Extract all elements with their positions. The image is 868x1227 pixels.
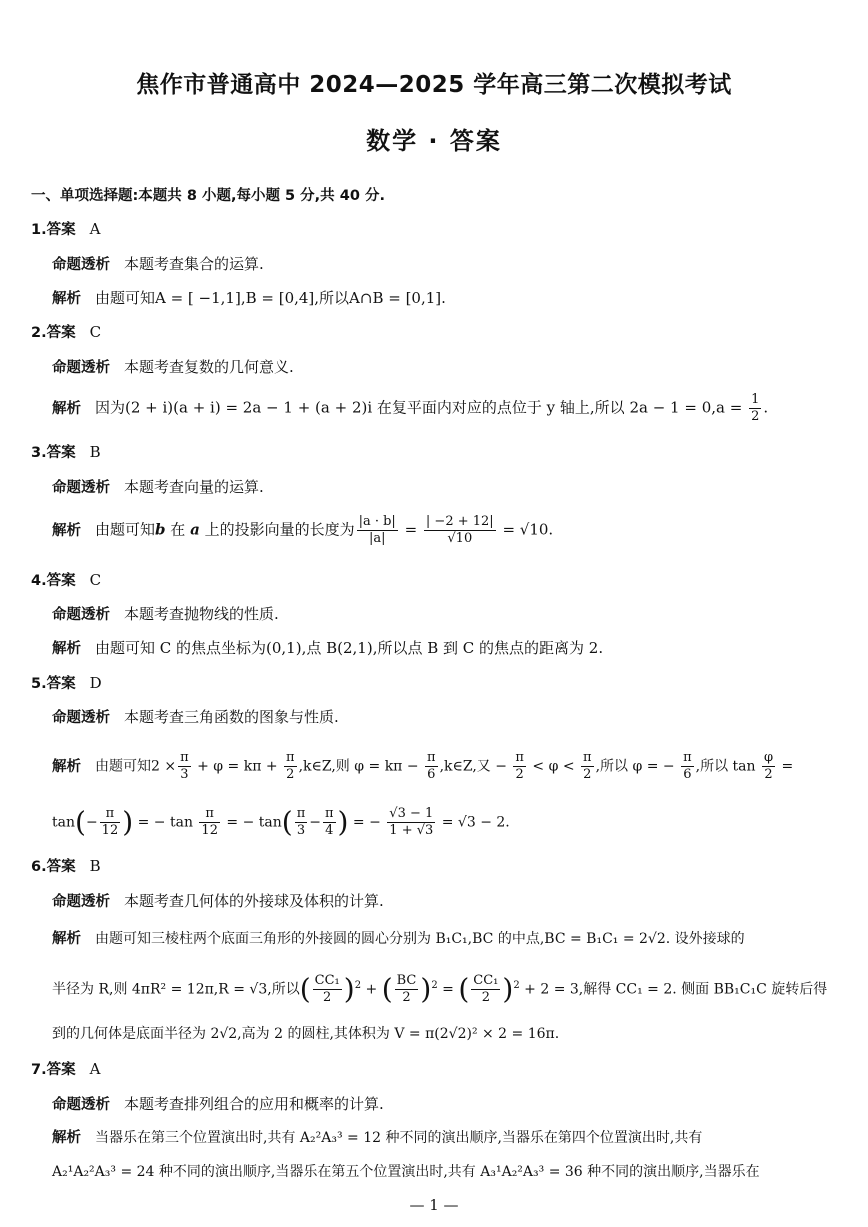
fraction: $\frac{√3 - 1}{1 + √3}$ — [389, 806, 434, 838]
intent-label: 命题透析 — [52, 480, 110, 496]
q4-intent — [52, 604, 279, 625]
q5-analysis: 解析 由题可知2 × $\frac{\pi}{3}$ + φ = kπ + $\frac{\pi}{2}$ ,k∈Z,则 φ = kπ − $\frac{\pi}{6}$ ,k∈Z,又 − $\frac{\pi}{2}$ < φ < $\frac{\pi}{2}$ ,所以 φ = − $\frac{\pi}{6}$ ,所以 tan $\frac{\varphi}{2}$ = — [52, 750, 794, 782]
q4-analysis — [52, 638, 603, 659]
q6-analysis-cont2: 到的几何体是底面半径为 2√2,高为 2 的圆柱,其体积为 V = π(2√2)² × 2 = 16π. — [52, 1026, 560, 1042]
fraction: $\frac{1}{2}$ — [751, 392, 760, 424]
q5-analysis-cont: tan(− $\frac{\pi}{12}$ ) = − tan $\frac{\pi}{12}$ = − tan( $\frac{\pi}{3}$ − $\frac{\pi}{4}$ ) = − $\frac{√3 - 1}{1 + √3}$ = √3 − 2. — [52, 805, 510, 839]
fraction: $\frac{\pi}{4}$ — [325, 806, 334, 838]
fraction: $\frac{\pi}{12}$ — [201, 806, 218, 838]
answer-label: 答案 — [46, 573, 76, 589]
q2-analysis-text: 因为(2 + i)(a + i) = 2a − 1 + (a + 2)i 在复平面内对应的点位于 y 轴上,所以 2a − 1 = 0,a = — [95, 398, 748, 417]
q2-intent — [52, 357, 294, 378]
q1-analysis — [52, 288, 446, 309]
q1-intent — [52, 254, 264, 275]
q1-analysis-text: 由题可知A = [ −1,1],B = [0,4],所以A∩B = [0,1]. — [95, 289, 446, 307]
q4-answer — [31, 570, 101, 591]
fraction: $\frac{\pi}{12}$ — [101, 806, 119, 838]
q4-intent-text: 本题考查抛物线的性质. — [124, 605, 279, 623]
q5-answer — [31, 673, 102, 694]
fraction: $\frac{| -2 + 12|}{√10}$ — [425, 514, 494, 546]
q7-intent — [52, 1094, 384, 1115]
fraction: $\frac{\text{CC₁}}{2}$ — [314, 973, 340, 1005]
page-subtitle: 数学 · 答案 — [366, 127, 502, 155]
q5-choice: D — [89, 674, 102, 692]
section-heading: 一、单项选择题:本题共 8 小题,每小题 5 分,共 40 分. — [31, 188, 385, 204]
intent-label: 命题透析 — [52, 360, 110, 376]
q6-analysis: 解析 由题可知三棱柱两个底面三角形的外接圆的圆心分别为 B₁C₁,BC 的中点,BC = B₁C₁ = 2√2. 设外接球的 — [52, 931, 745, 947]
fraction: $\frac{\pi}{6}$ — [683, 750, 692, 782]
q3-choice: B — [89, 443, 101, 461]
q7-number: 7. — [31, 1062, 47, 1078]
analysis-label: 解析 — [52, 758, 81, 775]
q2-choice: C — [89, 323, 102, 341]
q1-answer — [31, 219, 100, 240]
q7-analysis: 解析 当器乐在第三个位置演出时,共有 A₂²A₃³ = 12 种不同的演出顺序,当器乐在第四个位置演出时,共有 — [52, 1130, 703, 1146]
q4-choice: C — [89, 571, 102, 589]
answer-label: 答案 — [46, 325, 76, 341]
q3-number: 3. — [31, 445, 47, 461]
answer-label: 答案 — [46, 222, 76, 238]
intent-label: 命题透析 — [52, 607, 110, 623]
q7-answer — [31, 1059, 100, 1080]
answer-label: 答案 — [46, 1062, 76, 1078]
fraction: $\frac{\pi}{2}$ — [286, 750, 295, 782]
q1-choice: A — [89, 220, 101, 238]
page-number: — 1 — — [409, 1196, 459, 1214]
q3-intent-text: 本题考查向量的运算. — [124, 478, 264, 496]
analysis-label: 解析 — [52, 400, 81, 417]
q7-analysis-cont: A₂¹A₂²A₃³ = 24 种不同的演出顺序,当器乐在第五个位置演出时,共有 A₃¹A₂²A₃³ = 36 种不同的演出顺序,当器乐在 — [52, 1164, 760, 1180]
q7-choice: A — [89, 1060, 101, 1078]
intent-label: 命题透析 — [52, 710, 110, 726]
fraction: $\frac{\pi}{6}$ — [427, 750, 436, 782]
fraction: $\frac{\text{CC₁}}{2}$ — [473, 973, 499, 1005]
q6-answer — [31, 856, 101, 877]
q2-analysis: 解析 因为(2 + i)(a + i) = 2a − 1 + (a + 2)i 在复平面内对应的点位于 y 轴上,所以 2a − 1 = 0,a = $\frac{1}{2}$ . — [52, 392, 769, 424]
q6-number: 6. — [31, 859, 47, 875]
q2-answer — [31, 322, 101, 343]
intent-label: 命题透析 — [52, 1097, 110, 1113]
fraction: $\frac{\pi}{3}$ — [296, 806, 306, 838]
q2-intent-text: 本题考查复数的几何意义. — [124, 358, 294, 376]
intent-label: 命题透析 — [52, 894, 110, 910]
page-title: 焦作市普通高中 2024—2025 学年高三第二次模拟考试 — [136, 72, 732, 98]
q2-number: 2. — [31, 325, 47, 341]
analysis-label: 解析 — [52, 641, 81, 657]
q5-intent-text: 本题考查三角函数的图象与性质. — [124, 708, 339, 726]
q3-answer — [31, 442, 101, 463]
q6-intent-text: 本题考查几何体的外接球及体积的计算. — [124, 892, 384, 910]
fraction: $\frac{\pi}{2}$ — [583, 750, 592, 782]
answer-label: 答案 — [46, 445, 76, 461]
q6-choice: B — [89, 857, 101, 875]
analysis-label: 解析 — [52, 522, 81, 539]
fraction: $\frac{BC}{2}$ — [396, 973, 417, 1005]
q4-number: 4. — [31, 573, 47, 589]
analysis-label: 解析 — [52, 291, 81, 307]
q1-number: 1. — [31, 222, 47, 238]
analysis-label: 解析 — [52, 931, 81, 947]
fraction: $\frac{\pi}{3}$ — [180, 750, 189, 782]
fraction: $\frac{\pi}{2}$ — [515, 750, 524, 782]
answer-label: 答案 — [46, 676, 76, 692]
q4-analysis-text: 由题可知 C 的焦点坐标为(0,1),点 B(2,1),所以点 B 到 C 的焦点的距离为 2. — [95, 639, 604, 657]
analysis-label: 解析 — [52, 1130, 81, 1146]
q5-intent — [52, 707, 339, 728]
q6-analysis-cont: 半径为 R,则 4πR² = 12π,R = √3,所以( $\frac{\text{CC₁}}{2}$ )$^2$ + ( $\frac{BC}{2}$ )$^2$ = ( $\frac{\text{CC₁}}{2}$ )$^2$ + 2 = 3,解得 CC₁ = 2. 侧面 BB₁C₁C 旋转后得 — [52, 972, 828, 1006]
fraction: $\frac{\varphi}{2}$ — [764, 750, 774, 782]
q3-intent — [52, 477, 264, 498]
q3-analysis: 解析 由题可知b 在 a 上的投影向量的长度为 $\frac{|a \cdot b|}{|a|}$ = $\frac{| -2 + 12|}{√10}$ = √10. — [52, 514, 554, 546]
q6-intent — [52, 891, 384, 912]
intent-label: 命题透析 — [52, 257, 110, 273]
q5-number: 5. — [31, 676, 47, 692]
fraction: $\frac{|a \cdot b|}{|a|}$ — [358, 514, 396, 546]
q1-intent-text: 本题考查集合的运算. — [124, 255, 264, 273]
answer-label: 答案 — [46, 859, 76, 875]
q7-intent-text: 本题考查排列组合的应用和概率的计算. — [124, 1095, 384, 1113]
